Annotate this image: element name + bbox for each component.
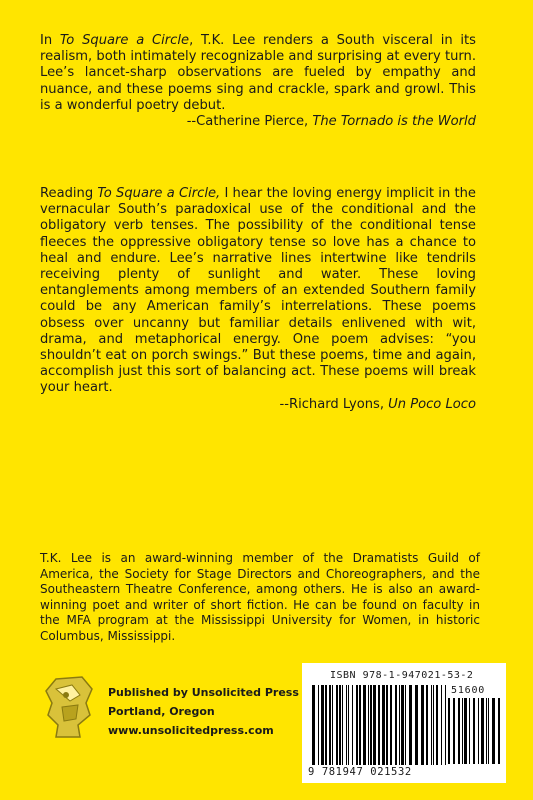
publisher-name: Published by Unsolicited Press <box>108 686 299 699</box>
barcode-addon-bars-icon <box>448 698 500 766</box>
review-text: In To Square a Circle, T.K. Lee renders a South visceral in its realism, both intimately recognizable and surprising at every turn. Lee’s lancet-sharp observations are fueled by empathy and nuance, and these poems sing and crackle, spark and growl. This is a wonderful poetry debut. <box>40 33 476 113</box>
review-attribution: --Catherine Pierce, The Tornado is the World <box>186 114 476 130</box>
book-title: To Square a Circle <box>59 33 190 48</box>
barcode-digits: 9 781947 021532 <box>308 766 412 778</box>
publisher-logo-icon <box>42 675 98 741</box>
barcode-bars-icon <box>312 685 446 767</box>
publisher-website: www.unsolicitedpress.com <box>108 724 274 737</box>
publisher-info <box>108 683 299 740</box>
isbn-barcode <box>302 663 506 783</box>
review-attribution: --Richard Lyons, Un Poco Loco <box>279 396 476 412</box>
book-title: To Square a Circle, <box>97 186 221 201</box>
review-richard-lyons <box>40 186 476 413</box>
isbn-label: ISBN 978-1-947021-53-2 <box>330 670 474 681</box>
review-text: Reading To Square a Circle, I hear the loving energy implicit in the vernacular South’s paradoxical use of the conditional and the obligatory verb tenses. The possibility of the conditional tense fleeces the oppressive obligatory tense so love has a chance to heal and endure. Lee’s narrative lines intertwine like tendrils receiving plenty of sunlight and water. These loving entanglements among members of an extended Southern family could be any American family’s interrelations. These poems obsess over uncanny but familiar details enlivened with wit, drama, and metaphorical energy. One poem advises: “you shouldn’t eat on porch swings.” But these poems, time and again, accomplish just this sort of balancing act. These poems will break your heart. <box>40 186 476 396</box>
review-catherine-pierce <box>40 33 476 130</box>
barcode-addon-digits: 51600 <box>451 685 486 696</box>
author-bio: T.K. Lee is an award-winning member of the Dramatists Guild of America, the Society for Stage Directors and Choreographers, and the Southeastern Theatre Conference, among others. He is also an award-winning poet and writer of short fiction. He can be found on faculty in the MFA program at the Mississippi University for Women, in historic Columbus, Mississippi. <box>40 551 480 643</box>
publisher-location: Portland, Oregon <box>108 705 215 718</box>
